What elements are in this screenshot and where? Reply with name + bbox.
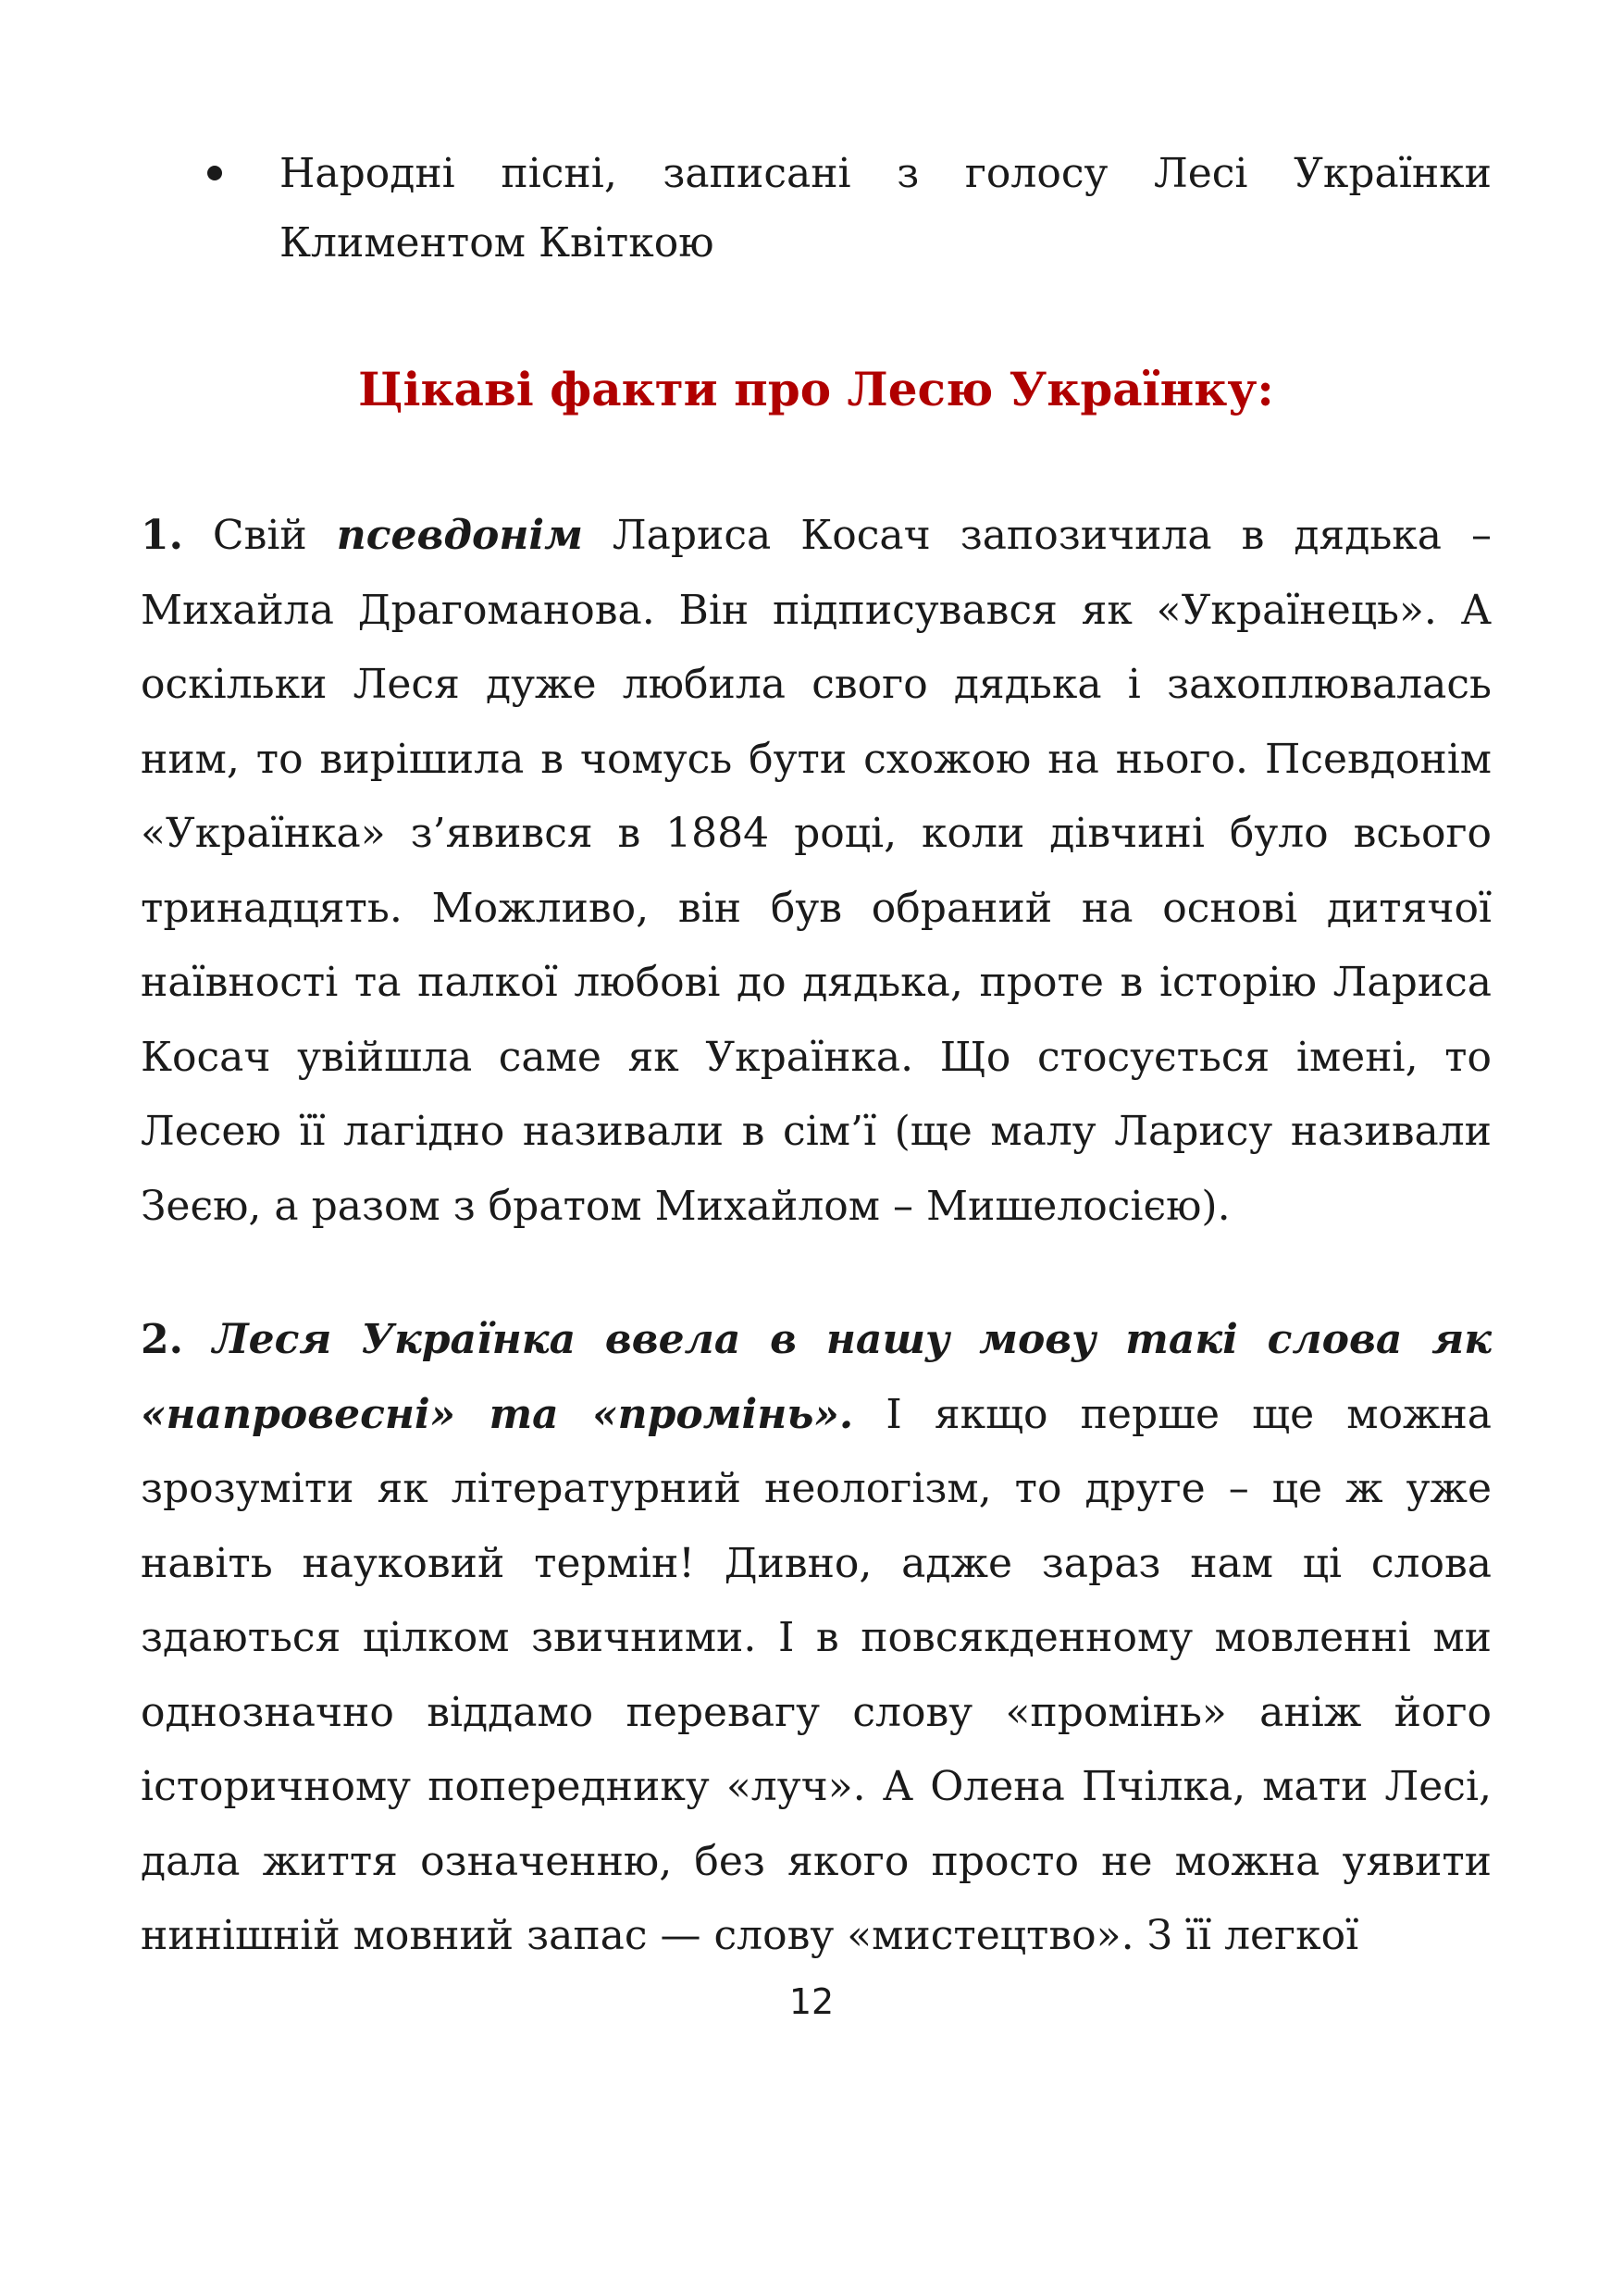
fact-paragraph-1: [141, 499, 1492, 1244]
fact1-emphasis: псевдонім: [336, 512, 583, 559]
fact2-emphasis: Леся Українка ввела в нашу мову такі слова як «напровесні» та «промінь».: [141, 1316, 1492, 1438]
fact-number-2: 2.: [141, 1316, 183, 1363]
section-heading: Цікаві факти про Лесю Українку:: [358, 362, 1274, 416]
fact2-body-text: І якщо перше ще можна зрозуміти як літературний неологізм, то друге – це ж уже навіть науковий термін! Дивно, адже зараз нам ці слова здаються цілком звичними. І в повсякденному мовленні ми однозначно віддамо перевагу слову «промінь» аніж його історичному попереднику «луч». А Олена Пчілка, мати Лесі, дала життя означенню, без якого просто не можна уявити нинішній мовний запас — слову «мистецтво». З її легкої: [141, 1390, 1493, 1959]
document-page: [141, 139, 1492, 2015]
page-number: 12: [788, 1981, 835, 2022]
fact-number-1: 1.: [141, 512, 183, 559]
bullet-text: Народні пісні, записані з голосу Лесі Українки Климентом Квіткою: [279, 150, 1492, 267]
fact1-body-text: Лариса Косач запозичила в дядька – Михайла Драгоманова. Він підписувався як «Українець». А оскільки Леся дуже любила свого дядька і захоплювалась ним, то вирішила в чомусь бути схожою на нього. Псевдонім «Українка» з’явився в 1884 році, коли дівчині було всього тринадцять. Можливо, він був обраний на основі дитячої наївності та палкої любові до дядька, проте в історію Лариса Косач увійшла саме як Українка. Що стосується імені, то Лесею її лагідно називали в сім’ї (ще малу Ларису називали Зеєю, а разом з братом Михайлом – Мишелосією).: [141, 512, 1492, 1230]
fact-paragraph-2: [141, 1303, 1492, 1974]
bullet-dot-icon: [207, 166, 222, 180]
bullet-list-item: [141, 139, 1492, 278]
fact1-lead-text: Свій: [182, 512, 337, 559]
